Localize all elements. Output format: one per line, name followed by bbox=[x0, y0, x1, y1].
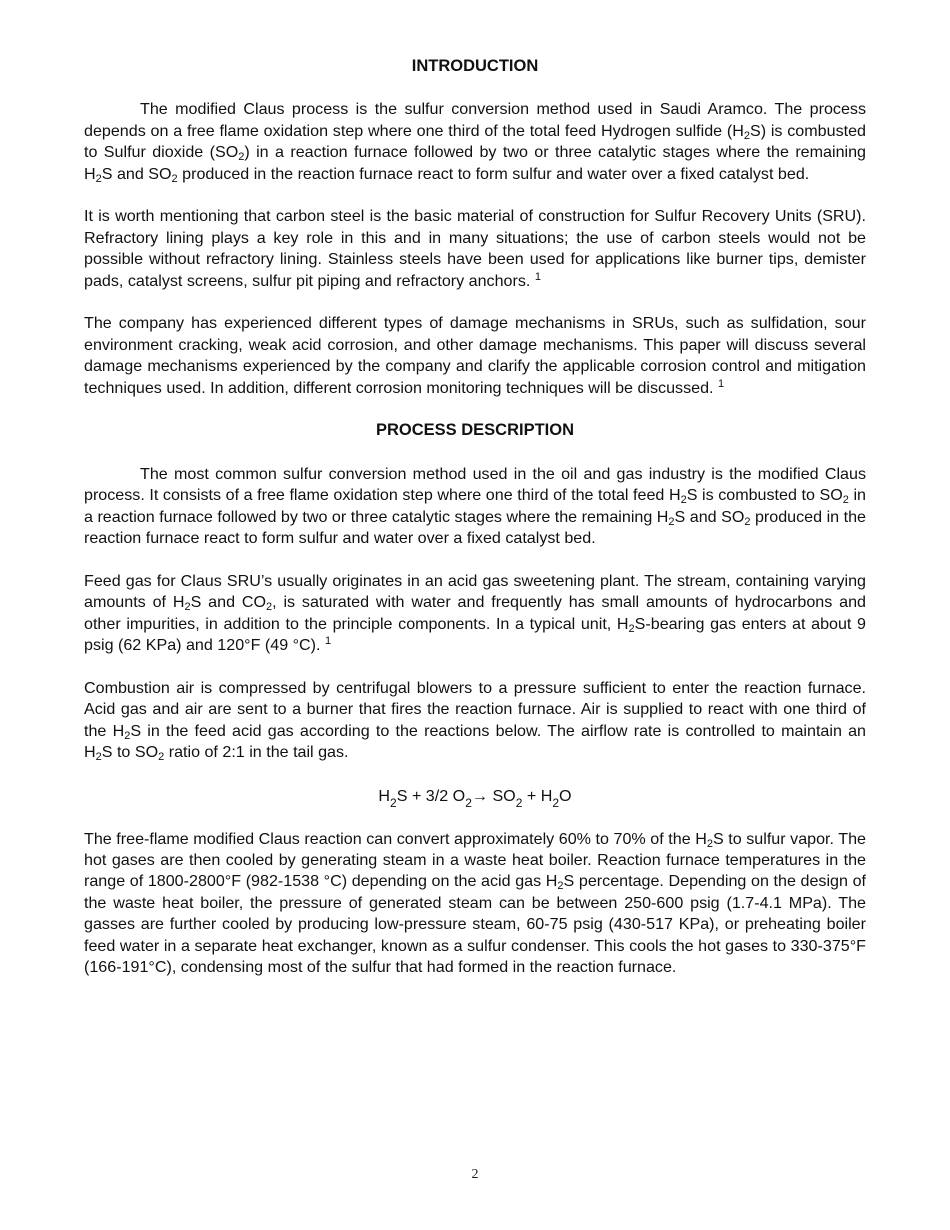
intro-paragraph-1: The modified Claus process is the sulfur conversion method used in Saudi Aramco. The process depends on a free flame oxidation step where one third of the total feed Hydrogen sulfide $(H_2S)$ is combusted to Sulfur dioxide $(SO_2)$ in a reaction furnace followed by two or three catalytic stages where the remaining $H_2S$ and $SO_2$ produced in the reaction furnace react to form sulfur and water over a fixed catalyst bed. bbox=[84, 100, 866, 185]
process-paragraph-4: The free-flame modified Claus reaction can convert approximately 60% to 70% of the $H_2S$ to sulfur vapor. The hot gases are then cooled by generating steam in a waste heat boiler. Reaction furnace temperatures in the range of 1800-2800°F (982-1538 °C) depending on the acid gas $H_2S$ percentage. Depending on the design of the waste heat boiler, the pressure of generated steam can be between 250-600 psig (1.7-4.1 MPa). The gasses are further cooled by producing low-pressure steam, 60-75 psig (430-517 KPa), or preheating boiler feed water in a separate heat exchanger, known as a sulfur condenser. This cools the hot gases to 330-375°F (166-191°C), condensing most of the sulfur that had formed in the reaction furnace. bbox=[84, 829, 866, 976]
intro-paragraph-3: The company has experienced different types of damage mechanisms in SRUs, such as sulfidation, sour environment cracking, weak acid corrosion, and other damage mechanisms. This paper will discuss several damage mechanisms experienced by the company and clarify the applicable corrosion control and mitigation techniques used. In addition, different corrosion monitoring techniques will be discussed. $^1$ bbox=[84, 314, 866, 397]
introduction-heading: INTRODUCTION bbox=[411, 57, 539, 75]
intro-paragraph-2: It is worth mentioning that carbon steel is the basic material of construction for Sulfur Recovery Units (SRU). Refractory lining plays a key role in this and in many situations; the use of carbon steels would not be possible without refractory lining. Stainless steels have been used for applications like burner tips, demister pads, catalyst screens, sulfur pit piping and refractory anchors. $^1$ bbox=[84, 207, 866, 290]
process-paragraph-2: Feed gas for Claus SRU’s usually originates in an acid gas sweetening plant. The stream, containing varying amounts of $H_2S$ and $CO_2$, is saturated with water and frequently has small amounts of hydrocarbons and other impurities, in addition to the principle components. In a typical unit, $H_2S$-bearing gas enters at about 9 psig (62 KPa) and 120°F (49 °C). $^1$ bbox=[84, 571, 867, 655]
document-page bbox=[84, 56, 866, 978]
process-description-heading: PROCESS DESCRIPTION bbox=[375, 421, 575, 440]
process-paragraph-1: The most common sulfur conversion method used in the oil and gas industry is the modified Claus process. It consists of a free flame oxidation step where one third of the total feed $H_2S$ is combusted to $SO_2$ in a reaction furnace followed by two or three catalytic stages where the remaining $H_2S$ and $SO_2$ produced in the reaction furnace react to form sulfur and water over a fixed catalyst bed. bbox=[84, 464, 866, 548]
footnote-ref: 1 bbox=[718, 377, 725, 390]
claus-reaction-equation: $H_2S + 3/2$ $O_2\to SO_2 + H_2O$ bbox=[378, 786, 572, 810]
footnote-ref: 1 bbox=[534, 270, 541, 283]
footnote-ref: 1 bbox=[324, 635, 332, 648]
page-number: 2 bbox=[471, 1167, 479, 1182]
process-paragraph-3: Combustion air is compressed by centrifugal blowers to a pressure sufficient to enter the reaction furnace. Acid gas and air are sent to a burner that fires the reaction furnace. Air is supplied to react with one third of the $H_2S$ in the feed acid gas according to the reactions below. The airflow rate is controlled to maintain an $H_2S$ to $SO_2$ ratio of 2:1 in the tail gas. bbox=[84, 678, 866, 764]
